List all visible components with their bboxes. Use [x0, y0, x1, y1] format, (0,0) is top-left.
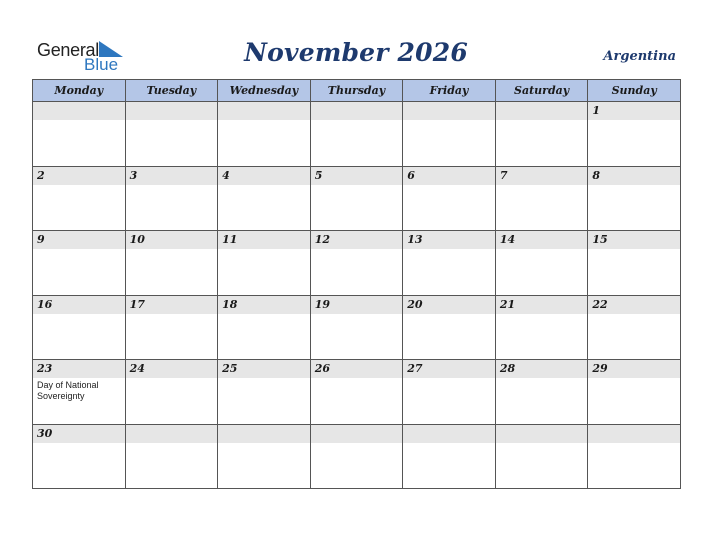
day-number: [588, 425, 680, 443]
day-number: [126, 102, 218, 120]
day-number: 13: [403, 231, 495, 249]
calendar-week-row: [33, 102, 681, 167]
calendar-day-cell: [588, 360, 681, 425]
calendar-day-cell: [495, 166, 588, 231]
calendar-day-cell: [33, 424, 126, 489]
calendar-week-row: [33, 231, 681, 296]
day-number: 21: [496, 296, 588, 314]
weekday-header: Saturday: [495, 80, 588, 102]
day-number: 2: [33, 167, 125, 185]
day-number: 4: [218, 167, 310, 185]
calendar-day-cell: [33, 231, 126, 296]
day-number: 28: [496, 360, 588, 378]
day-number: 12: [311, 231, 403, 249]
day-number: 7: [496, 167, 588, 185]
calendar-day-cell: [588, 295, 681, 360]
day-number: 11: [218, 231, 310, 249]
day-number: 17: [126, 296, 218, 314]
calendar-week-row: [33, 360, 681, 425]
calendar-week-row: [33, 295, 681, 360]
day-number: 26: [311, 360, 403, 378]
day-number: 25: [218, 360, 310, 378]
day-number: 1: [588, 102, 680, 120]
weekday-header: Thursday: [310, 80, 403, 102]
calendar-week-row: [33, 166, 681, 231]
day-number: [218, 102, 310, 120]
calendar-day-cell: [495, 231, 588, 296]
calendar-day-cell: [218, 424, 311, 489]
calendar-day-cell: [310, 424, 403, 489]
day-number: 27: [403, 360, 495, 378]
day-number: 23: [33, 360, 125, 378]
day-number: [403, 425, 495, 443]
calendar-day-cell: [310, 231, 403, 296]
calendar-day-cell: [310, 102, 403, 167]
logo-text-blue: Blue: [84, 55, 119, 74]
calendar-day-cell: [218, 360, 311, 425]
calendar-day-cell: [403, 424, 496, 489]
day-number: 19: [311, 296, 403, 314]
day-number: 22: [588, 296, 680, 314]
day-number: 16: [33, 296, 125, 314]
day-number: 29: [588, 360, 680, 378]
calendar-day-cell: [310, 295, 403, 360]
day-number: 15: [588, 231, 680, 249]
day-number: 30: [33, 425, 125, 443]
country-label: Argentina: [603, 49, 676, 64]
calendar-day-cell: [218, 295, 311, 360]
calendar-day-cell: [218, 102, 311, 167]
weekday-header-row: [33, 80, 681, 102]
day-number: 14: [496, 231, 588, 249]
weekday-header: Tuesday: [125, 80, 218, 102]
day-number: 8: [588, 167, 680, 185]
calendar-day-cell: [403, 360, 496, 425]
calendar-day-cell: [218, 231, 311, 296]
calendar-day-cell: [33, 102, 126, 167]
page-title: November 2026: [244, 38, 468, 67]
day-number: 20: [403, 296, 495, 314]
day-number: [311, 425, 403, 443]
logo-text-general: General: [37, 40, 99, 60]
calendar-day-cell: [125, 424, 218, 489]
calendar-day-cell: [495, 102, 588, 167]
calendar-day-cell: [588, 102, 681, 167]
calendar-day-cell: [588, 166, 681, 231]
day-number: 9: [33, 231, 125, 249]
calendar-grid: [32, 79, 681, 489]
calendar-day-cell: [33, 295, 126, 360]
calendar-day-cell: [125, 102, 218, 167]
day-number: [126, 425, 218, 443]
calendar-day-cell: [125, 166, 218, 231]
holiday-label: Day of National Sovereignty: [37, 380, 99, 401]
day-number: 24: [126, 360, 218, 378]
calendar-day-cell: [403, 231, 496, 296]
calendar-day-cell: [310, 166, 403, 231]
calendar-day-cell: [125, 231, 218, 296]
day-number: 18: [218, 296, 310, 314]
day-number: [496, 102, 588, 120]
weekday-header: Sunday: [588, 80, 681, 102]
calendar-week-row: [33, 424, 681, 489]
calendar-day-cell: [588, 231, 681, 296]
calendar-day-cell: [495, 360, 588, 425]
calendar-day-cell: [403, 166, 496, 231]
day-number: [403, 102, 495, 120]
day-number: [218, 425, 310, 443]
calendar-day-cell: [403, 295, 496, 360]
weekday-header: Monday: [33, 80, 126, 102]
calendar-day-cell: [588, 424, 681, 489]
calendar-day-cell: [33, 360, 126, 425]
day-number: [311, 102, 403, 120]
day-number: 3: [126, 167, 218, 185]
day-number: [33, 102, 125, 120]
day-number: [496, 425, 588, 443]
calendar-day-cell: [33, 166, 126, 231]
day-number: 6: [403, 167, 495, 185]
calendar-day-cell: [495, 424, 588, 489]
calendar-day-cell: [310, 360, 403, 425]
calendar-day-cell: [403, 102, 496, 167]
calendar-day-cell: [495, 295, 588, 360]
calendar-day-cell: [218, 166, 311, 231]
day-number: 5: [311, 167, 403, 185]
weekday-header: Friday: [403, 80, 496, 102]
weekday-header: Wednesday: [218, 80, 311, 102]
calendar-day-cell: [125, 295, 218, 360]
calendar-day-cell: [125, 360, 218, 425]
day-number: 10: [126, 231, 218, 249]
